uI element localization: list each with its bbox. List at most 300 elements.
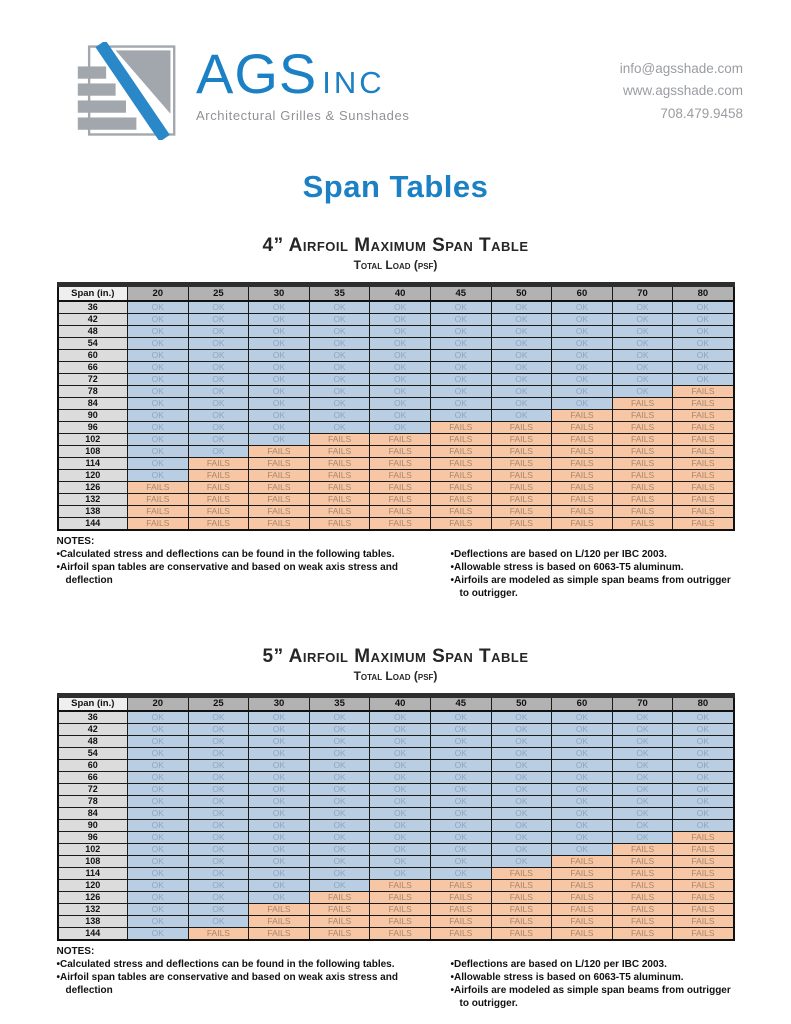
result-cell-ok: OK	[370, 421, 431, 433]
result-cell-ok: OK	[249, 808, 310, 820]
span-value-cell: 66	[58, 772, 128, 784]
notes-block	[57, 536, 735, 600]
result-cell-ok: OK	[552, 820, 613, 832]
result-cell-ok: OK	[370, 784, 431, 796]
result-cell-fails: FAILS	[552, 904, 613, 916]
result-cell-ok: OK	[552, 397, 613, 409]
result-cell-ok: OK	[249, 880, 310, 892]
table-row	[58, 916, 734, 928]
result-cell-fails: FAILS	[309, 904, 370, 916]
result-cell-ok: OK	[128, 736, 189, 748]
result-cell-ok: OK	[188, 385, 249, 397]
span-header-cell: Span (in.)	[58, 285, 128, 301]
result-cell-ok: OK	[370, 844, 431, 856]
result-cell-fails: FAILS	[249, 916, 310, 928]
note-item: • Airfoils are modeled as simple span beams from outrigger to outrigger.	[451, 984, 735, 1010]
result-cell-fails: FAILS	[430, 904, 491, 916]
result-cell-ok: OK	[430, 301, 491, 314]
result-cell-ok: OK	[370, 832, 431, 844]
load-header-cell: 70	[612, 285, 673, 301]
result-cell-fails: FAILS	[491, 880, 552, 892]
result-cell-ok: OK	[188, 880, 249, 892]
table-row	[58, 433, 734, 445]
span-value-cell: 66	[58, 361, 128, 373]
result-cell-fails: FAILS	[612, 868, 673, 880]
result-cell-ok: OK	[128, 892, 189, 904]
result-cell-fails: FAILS	[370, 892, 431, 904]
result-cell-fails: FAILS	[552, 469, 613, 481]
result-cell-ok: OK	[249, 409, 310, 421]
load-header-cell: 25	[188, 695, 249, 711]
result-cell-fails: FAILS	[552, 916, 613, 928]
result-cell-fails: FAILS	[309, 469, 370, 481]
span-value-cell: 36	[58, 301, 128, 314]
result-cell-ok: OK	[370, 711, 431, 724]
result-cell-fails: FAILS	[673, 457, 734, 469]
table-row	[58, 421, 734, 433]
result-cell-fails: FAILS	[309, 433, 370, 445]
load-header-cell: 60	[552, 285, 613, 301]
table-row	[58, 724, 734, 736]
load-header-cell: 50	[491, 695, 552, 711]
result-cell-ok: OK	[612, 784, 673, 796]
span-value-cell: 96	[58, 832, 128, 844]
result-cell-fails: FAILS	[309, 928, 370, 941]
result-cell-fails: FAILS	[491, 916, 552, 928]
result-cell-ok: OK	[552, 832, 613, 844]
notes-left-list	[57, 548, 409, 600]
result-cell-ok: OK	[673, 820, 734, 832]
brand-main-text: AGS	[196, 42, 318, 105]
result-cell-ok: OK	[188, 301, 249, 314]
result-cell-fails: FAILS	[612, 433, 673, 445]
result-cell-fails: FAILS	[491, 517, 552, 530]
result-cell-ok: OK	[128, 445, 189, 457]
result-cell-ok: OK	[249, 373, 310, 385]
result-cell-fails: FAILS	[552, 433, 613, 445]
result-cell-ok: OK	[249, 433, 310, 445]
span-value-cell: 120	[58, 469, 128, 481]
result-cell-ok: OK	[188, 916, 249, 928]
note-item: • Airfoil span tables are conservative and based on weak axis stress and deflection	[57, 561, 409, 587]
result-cell-fails: FAILS	[673, 832, 734, 844]
span-value-cell: 60	[58, 760, 128, 772]
span-table	[57, 693, 735, 942]
result-cell-fails: FAILS	[612, 916, 673, 928]
result-cell-ok: OK	[552, 808, 613, 820]
result-cell-ok: OK	[552, 796, 613, 808]
result-cell-ok: OK	[491, 385, 552, 397]
span-value-cell: 114	[58, 868, 128, 880]
result-cell-ok: OK	[128, 772, 189, 784]
table-row	[58, 784, 734, 796]
result-cell-ok: OK	[673, 760, 734, 772]
table-title: 4” Airfoil Maximum Span Table	[262, 235, 529, 256]
result-cell-ok: OK	[128, 844, 189, 856]
result-cell-fails: FAILS	[673, 904, 734, 916]
load-header-cell: 40	[370, 285, 431, 301]
result-cell-fails: FAILS	[491, 928, 552, 941]
result-cell-fails: FAILS	[370, 445, 431, 457]
result-cell-ok: OK	[491, 784, 552, 796]
span-value-cell: 144	[58, 928, 128, 941]
table-row	[58, 361, 734, 373]
result-cell-ok: OK	[552, 349, 613, 361]
result-cell-ok: OK	[552, 736, 613, 748]
result-cell-ok: OK	[430, 409, 491, 421]
result-cell-ok: OK	[430, 736, 491, 748]
result-cell-ok: OK	[430, 325, 491, 337]
span-value-cell: 48	[58, 325, 128, 337]
result-cell-ok: OK	[128, 856, 189, 868]
result-cell-ok: OK	[188, 892, 249, 904]
result-cell-ok: OK	[612, 385, 673, 397]
result-cell-fails: FAILS	[673, 469, 734, 481]
result-cell-ok: OK	[309, 868, 370, 880]
result-cell-fails: FAILS	[430, 880, 491, 892]
result-cell-ok: OK	[430, 808, 491, 820]
result-cell-ok: OK	[249, 736, 310, 748]
result-cell-ok: OK	[673, 337, 734, 349]
span-value-cell: 84	[58, 808, 128, 820]
result-cell-ok: OK	[370, 772, 431, 784]
load-header-cell: 80	[673, 695, 734, 711]
result-cell-ok: OK	[128, 301, 189, 314]
result-cell-fails: FAILS	[673, 493, 734, 505]
result-cell-ok: OK	[249, 724, 310, 736]
contact-block	[620, 42, 743, 125]
result-cell-ok: OK	[188, 361, 249, 373]
letterhead	[0, 0, 791, 145]
result-cell-ok: OK	[249, 820, 310, 832]
result-cell-ok: OK	[249, 844, 310, 856]
result-cell-fails: FAILS	[612, 469, 673, 481]
result-cell-fails: FAILS	[612, 856, 673, 868]
result-cell-ok: OK	[552, 748, 613, 760]
load-header-cell: 25	[188, 285, 249, 301]
result-cell-ok: OK	[128, 724, 189, 736]
load-header-cell: 30	[249, 695, 310, 711]
result-cell-fails: FAILS	[673, 433, 734, 445]
span-value-cell: 102	[58, 433, 128, 445]
result-cell-ok: OK	[249, 385, 310, 397]
result-cell-ok: OK	[128, 373, 189, 385]
result-cell-ok: OK	[128, 868, 189, 880]
result-cell-ok: OK	[188, 397, 249, 409]
result-cell-ok: OK	[612, 808, 673, 820]
table-row	[58, 711, 734, 724]
table-row	[58, 808, 734, 820]
result-cell-ok: OK	[612, 796, 673, 808]
result-cell-ok: OK	[128, 808, 189, 820]
result-cell-fails: FAILS	[370, 517, 431, 530]
result-cell-ok: OK	[552, 711, 613, 724]
result-cell-fails: FAILS	[612, 409, 673, 421]
result-cell-ok: OK	[188, 373, 249, 385]
result-cell-fails: FAILS	[370, 916, 431, 928]
result-cell-ok: OK	[491, 313, 552, 325]
result-cell-ok: OK	[612, 711, 673, 724]
result-cell-fails: FAILS	[552, 505, 613, 517]
result-cell-ok: OK	[430, 373, 491, 385]
note-item: • Calculated stress and deflections can be found in the following tables.	[57, 958, 409, 971]
span-value-cell: 84	[58, 397, 128, 409]
result-cell-fails: FAILS	[128, 493, 189, 505]
result-cell-ok: OK	[128, 469, 189, 481]
span-value-cell: 54	[58, 337, 128, 349]
load-header-cell: 60	[552, 695, 613, 711]
result-cell-ok: OK	[309, 385, 370, 397]
result-cell-ok: OK	[309, 820, 370, 832]
result-cell-ok: OK	[552, 784, 613, 796]
result-cell-ok: OK	[370, 760, 431, 772]
result-cell-ok: OK	[249, 421, 310, 433]
result-cell-fails: FAILS	[673, 421, 734, 433]
span-table-section-4in	[0, 235, 791, 600]
result-cell-fails: FAILS	[430, 481, 491, 493]
result-cell-fails: FAILS	[552, 445, 613, 457]
result-cell-ok: OK	[491, 736, 552, 748]
result-cell-ok: OK	[552, 844, 613, 856]
result-cell-fails: FAILS	[309, 445, 370, 457]
result-cell-ok: OK	[491, 397, 552, 409]
result-cell-ok: OK	[612, 313, 673, 325]
span-value-cell: 126	[58, 481, 128, 493]
result-cell-ok: OK	[128, 928, 189, 941]
result-cell-ok: OK	[430, 349, 491, 361]
result-cell-ok: OK	[673, 373, 734, 385]
span-value-cell: 108	[58, 445, 128, 457]
result-cell-fails: FAILS	[612, 505, 673, 517]
result-cell-ok: OK	[491, 325, 552, 337]
table-row	[58, 409, 734, 421]
page-title: Span Tables	[302, 169, 489, 204]
result-cell-ok: OK	[370, 301, 431, 314]
result-cell-ok: OK	[309, 748, 370, 760]
result-cell-ok: OK	[309, 711, 370, 724]
result-cell-ok: OK	[430, 760, 491, 772]
result-cell-fails: FAILS	[673, 892, 734, 904]
result-cell-ok: OK	[309, 337, 370, 349]
result-cell-fails: FAILS	[430, 469, 491, 481]
result-cell-ok: OK	[188, 844, 249, 856]
result-cell-fails: FAILS	[309, 457, 370, 469]
result-cell-fails: FAILS	[128, 505, 189, 517]
result-cell-ok: OK	[309, 772, 370, 784]
result-cell-fails: FAILS	[612, 421, 673, 433]
result-cell-ok: OK	[370, 796, 431, 808]
result-cell-ok: OK	[430, 796, 491, 808]
table-row	[58, 469, 734, 481]
result-cell-fails: FAILS	[249, 493, 310, 505]
result-cell-ok: OK	[309, 832, 370, 844]
span-value-cell: 114	[58, 457, 128, 469]
result-cell-ok: OK	[128, 832, 189, 844]
table-row	[58, 313, 734, 325]
result-cell-fails: FAILS	[491, 868, 552, 880]
result-cell-fails: FAILS	[249, 457, 310, 469]
result-cell-ok: OK	[128, 760, 189, 772]
result-cell-fails: FAILS	[128, 481, 189, 493]
result-cell-ok: OK	[430, 397, 491, 409]
result-cell-fails: FAILS	[491, 457, 552, 469]
result-cell-ok: OK	[128, 796, 189, 808]
result-cell-fails: FAILS	[673, 481, 734, 493]
result-cell-ok: OK	[491, 711, 552, 724]
table-row	[58, 772, 734, 784]
result-cell-ok: OK	[249, 856, 310, 868]
result-cell-ok: OK	[188, 820, 249, 832]
table-row	[58, 856, 734, 868]
result-cell-ok: OK	[309, 784, 370, 796]
result-cell-fails: FAILS	[491, 892, 552, 904]
result-cell-fails: FAILS	[491, 904, 552, 916]
result-cell-ok: OK	[612, 349, 673, 361]
result-cell-ok: OK	[430, 844, 491, 856]
result-cell-ok: OK	[128, 385, 189, 397]
result-cell-fails: FAILS	[249, 928, 310, 941]
result-cell-ok: OK	[430, 868, 491, 880]
result-cell-ok: OK	[491, 796, 552, 808]
result-cell-ok: OK	[128, 820, 189, 832]
result-cell-ok: OK	[491, 760, 552, 772]
brand-tagline: Architectural Grilles & Sunshades	[196, 108, 410, 123]
result-cell-ok: OK	[188, 736, 249, 748]
result-cell-ok: OK	[612, 337, 673, 349]
result-cell-ok: OK	[249, 397, 310, 409]
span-value-cell: 132	[58, 904, 128, 916]
span-value-cell: 72	[58, 373, 128, 385]
result-cell-ok: OK	[552, 313, 613, 325]
result-cell-fails: FAILS	[673, 856, 734, 868]
span-value-cell: 102	[58, 844, 128, 856]
result-cell-fails: FAILS	[188, 505, 249, 517]
result-cell-fails: FAILS	[491, 421, 552, 433]
result-cell-ok: OK	[552, 373, 613, 385]
result-cell-ok: OK	[491, 349, 552, 361]
result-cell-fails: FAILS	[673, 868, 734, 880]
table-subtitle: Total Load (psf)	[353, 668, 438, 683]
result-cell-fails: FAILS	[309, 517, 370, 530]
result-cell-ok: OK	[370, 820, 431, 832]
result-cell-ok: OK	[188, 409, 249, 421]
result-cell-fails: FAILS	[370, 493, 431, 505]
result-cell-ok: OK	[249, 313, 310, 325]
result-cell-ok: OK	[612, 772, 673, 784]
result-cell-ok: OK	[249, 892, 310, 904]
table-row	[58, 493, 734, 505]
result-cell-ok: OK	[430, 820, 491, 832]
result-cell-fails: FAILS	[188, 493, 249, 505]
result-cell-ok: OK	[673, 325, 734, 337]
result-cell-ok: OK	[430, 772, 491, 784]
span-value-cell: 90	[58, 820, 128, 832]
result-cell-ok: OK	[430, 385, 491, 397]
table-row	[58, 736, 734, 748]
result-cell-fails: FAILS	[430, 892, 491, 904]
table-row	[58, 820, 734, 832]
result-cell-ok: OK	[128, 433, 189, 445]
notes-right-list	[409, 958, 735, 1010]
result-cell-ok: OK	[249, 349, 310, 361]
table-row	[58, 301, 734, 314]
result-cell-ok: OK	[188, 904, 249, 916]
result-cell-ok: OK	[673, 748, 734, 760]
result-cell-fails: FAILS	[552, 892, 613, 904]
note-item: • Airfoil span tables are conservative and based on weak axis stress and deflection	[57, 971, 409, 997]
result-cell-fails: FAILS	[673, 397, 734, 409]
result-cell-ok: OK	[128, 711, 189, 724]
result-cell-fails: FAILS	[552, 493, 613, 505]
result-cell-fails: FAILS	[612, 928, 673, 941]
result-cell-ok: OK	[673, 784, 734, 796]
brand-name	[196, 42, 409, 105]
table-row	[58, 760, 734, 772]
result-cell-fails: FAILS	[673, 409, 734, 421]
result-cell-ok: OK	[309, 880, 370, 892]
result-cell-ok: OK	[552, 361, 613, 373]
span-value-cell: 132	[58, 493, 128, 505]
result-cell-fails: FAILS	[552, 457, 613, 469]
result-cell-ok: OK	[128, 457, 189, 469]
result-cell-fails: FAILS	[612, 493, 673, 505]
result-cell-fails: FAILS	[612, 445, 673, 457]
result-cell-ok: OK	[612, 736, 673, 748]
result-cell-ok: OK	[188, 433, 249, 445]
result-cell-ok: OK	[491, 361, 552, 373]
result-cell-ok: OK	[552, 772, 613, 784]
result-cell-ok: OK	[188, 856, 249, 868]
result-cell-fails: FAILS	[552, 880, 613, 892]
table-row	[58, 904, 734, 916]
result-cell-fails: FAILS	[491, 505, 552, 517]
result-cell-ok: OK	[430, 748, 491, 760]
result-cell-fails: FAILS	[370, 481, 431, 493]
result-cell-ok: OK	[491, 832, 552, 844]
result-cell-ok: OK	[249, 832, 310, 844]
notes-heading: NOTES:	[56, 946, 95, 957]
result-cell-fails: FAILS	[370, 904, 431, 916]
result-cell-ok: OK	[188, 445, 249, 457]
result-cell-ok: OK	[491, 820, 552, 832]
result-cell-fails: FAILS	[249, 481, 310, 493]
result-cell-ok: OK	[128, 784, 189, 796]
load-header-cell: 20	[128, 285, 189, 301]
result-cell-ok: OK	[188, 349, 249, 361]
result-cell-ok: OK	[128, 916, 189, 928]
table-row	[58, 748, 734, 760]
result-cell-ok: OK	[128, 397, 189, 409]
result-cell-fails: FAILS	[430, 445, 491, 457]
result-cell-ok: OK	[612, 325, 673, 337]
result-cell-ok: OK	[491, 844, 552, 856]
result-cell-ok: OK	[249, 760, 310, 772]
result-cell-ok: OK	[612, 724, 673, 736]
result-cell-ok: OK	[430, 361, 491, 373]
result-cell-ok: OK	[370, 385, 431, 397]
result-cell-ok: OK	[673, 736, 734, 748]
result-cell-fails: FAILS	[309, 505, 370, 517]
span-value-cell: 54	[58, 748, 128, 760]
result-cell-ok: OK	[128, 349, 189, 361]
result-cell-fails: FAILS	[612, 481, 673, 493]
result-cell-fails: FAILS	[552, 856, 613, 868]
span-value-cell: 120	[58, 880, 128, 892]
result-cell-ok: OK	[188, 325, 249, 337]
result-cell-fails: FAILS	[673, 385, 734, 397]
result-cell-ok: OK	[612, 748, 673, 760]
span-value-cell: 72	[58, 784, 128, 796]
